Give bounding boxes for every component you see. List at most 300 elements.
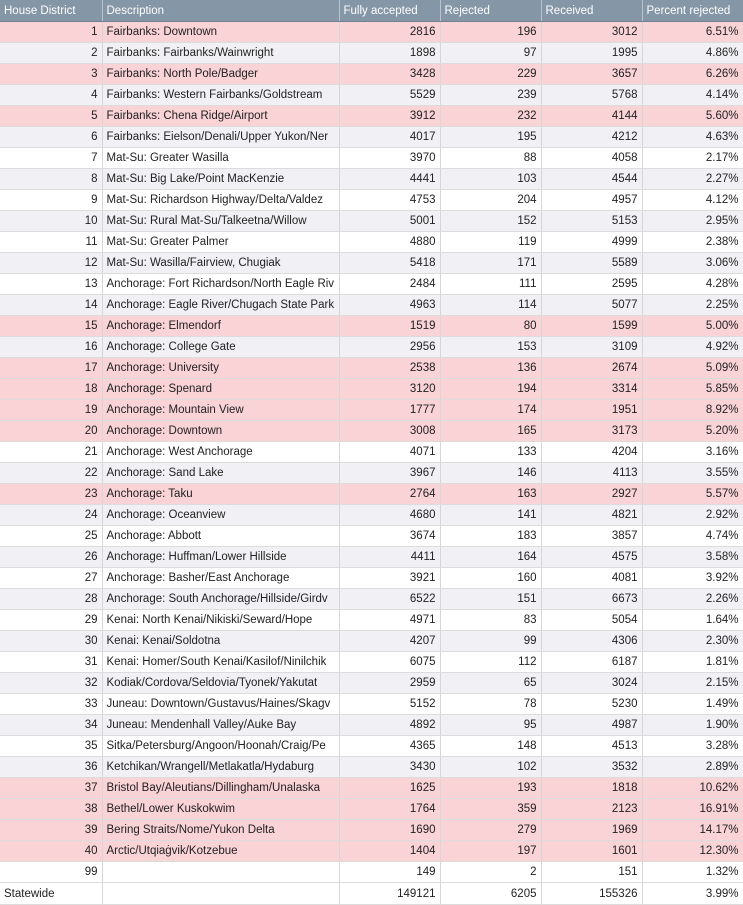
cell-percent: 12.30% (642, 841, 743, 862)
cell-district: 3 (0, 64, 102, 85)
table-footer (0, 883, 743, 905)
cell-rejected: 95 (440, 715, 541, 736)
cell-rejected: 193 (440, 778, 541, 799)
table-row[interactable] (0, 337, 743, 358)
table-row[interactable] (0, 379, 743, 400)
table-row[interactable] (0, 190, 743, 211)
cell-district: 7 (0, 148, 102, 169)
cell-rejected: 279 (440, 820, 541, 841)
cell-description: Kodiak/Cordova/Seldovia/Tyonek/Yakutat (102, 673, 339, 694)
table-row[interactable] (0, 862, 743, 883)
table-row[interactable] (0, 799, 743, 820)
cell-received: 2595 (541, 274, 642, 295)
cell-percent: 4.86% (642, 43, 743, 64)
table-row[interactable] (0, 253, 743, 274)
cell-received: 4113 (541, 463, 642, 484)
cell-rejected: 112 (440, 652, 541, 673)
cell-district: 22 (0, 463, 102, 484)
cell-received: 3657 (541, 64, 642, 85)
cell-received: 4575 (541, 547, 642, 568)
cell-rejected: 174 (440, 400, 541, 421)
table-body (0, 22, 743, 883)
cell-percent: 5.57% (642, 484, 743, 505)
table-row[interactable] (0, 43, 743, 64)
cell-description: Anchorage: Elmendorf (102, 316, 339, 337)
cell-received: 4212 (541, 127, 642, 148)
cell-received: 4957 (541, 190, 642, 211)
table-row[interactable] (0, 589, 743, 610)
cell-description: Juneau: Mendenhall Valley/Auke Bay (102, 715, 339, 736)
cell-rejected: 171 (440, 253, 541, 274)
cell-description: Mat-Su: Greater Wasilla (102, 148, 339, 169)
cell-rejected: 83 (440, 610, 541, 631)
cell-percent: 3.92% (642, 568, 743, 589)
cell-district: 6 (0, 127, 102, 148)
cell-percent: 10.62% (642, 778, 743, 799)
table-row[interactable] (0, 736, 743, 757)
cell-district: 33 (0, 694, 102, 715)
cell-description: Anchorage: Eagle River/Chugach State Park (102, 295, 339, 316)
cell-percent: 2.38% (642, 232, 743, 253)
cell-description: Anchorage: Huffman/Lower Hillside (102, 547, 339, 568)
cell-district: 99 (0, 862, 102, 883)
cell-accepted: 1625 (339, 778, 440, 799)
cell-rejected: 163 (440, 484, 541, 505)
cell-district: 13 (0, 274, 102, 295)
cell-rejected: 239 (440, 85, 541, 106)
cell-accepted: 1898 (339, 43, 440, 64)
cell-accepted: 149 (339, 862, 440, 883)
cell-district: 34 (0, 715, 102, 736)
total-label: Statewide (0, 883, 102, 905)
table-row[interactable] (0, 442, 743, 463)
cell-percent: 2.27% (642, 169, 743, 190)
cell-accepted: 2484 (339, 274, 440, 295)
cell-percent: 1.64% (642, 610, 743, 631)
cell-description: Fairbanks: Downtown (102, 22, 339, 43)
cell-district: 15 (0, 316, 102, 337)
cell-accepted: 2816 (339, 22, 440, 43)
cell-district: 20 (0, 421, 102, 442)
table-row[interactable] (0, 757, 743, 778)
cell-rejected: 204 (440, 190, 541, 211)
cell-district: 25 (0, 526, 102, 547)
cell-rejected: 111 (440, 274, 541, 295)
cell-district: 24 (0, 505, 102, 526)
cell-accepted: 1777 (339, 400, 440, 421)
cell-rejected: 229 (440, 64, 541, 85)
cell-rejected: 119 (440, 232, 541, 253)
cell-rejected: 151 (440, 589, 541, 610)
cell-accepted: 3430 (339, 757, 440, 778)
cell-district: 4 (0, 85, 102, 106)
cell-percent: 4.74% (642, 526, 743, 547)
cell-accepted: 5152 (339, 694, 440, 715)
cell-rejected: 164 (440, 547, 541, 568)
cell-rejected: 197 (440, 841, 541, 862)
cell-rejected: 165 (440, 421, 541, 442)
cell-description: Fairbanks: Fairbanks/Wainwright (102, 43, 339, 64)
cell-description: Anchorage: West Anchorage (102, 442, 339, 463)
cell-accepted: 1404 (339, 841, 440, 862)
table-row[interactable] (0, 652, 743, 673)
cell-accepted: 4963 (339, 295, 440, 316)
cell-district: 11 (0, 232, 102, 253)
cell-rejected: 148 (440, 736, 541, 757)
total-percent: 3.99% (642, 883, 743, 905)
cell-received: 5589 (541, 253, 642, 274)
cell-rejected: 88 (440, 148, 541, 169)
cell-accepted: 1519 (339, 316, 440, 337)
cell-description: Sitka/Petersburg/Angoon/Hoonah/Craig/Pe (102, 736, 339, 757)
cell-percent: 2.30% (642, 631, 743, 652)
cell-rejected: 2 (440, 862, 541, 883)
cell-received: 4058 (541, 148, 642, 169)
cell-accepted: 4411 (339, 547, 440, 568)
table-row[interactable] (0, 148, 743, 169)
cell-rejected: 65 (440, 673, 541, 694)
cell-accepted: 3912 (339, 106, 440, 127)
cell-district: 23 (0, 484, 102, 505)
cell-percent: 1.32% (642, 862, 743, 883)
cell-district: 36 (0, 757, 102, 778)
cell-description: Fairbanks: Chena Ridge/Airport (102, 106, 339, 127)
cell-rejected: 133 (440, 442, 541, 463)
cell-district: 2 (0, 43, 102, 64)
cell-description: Anchorage: Spenard (102, 379, 339, 400)
cell-description: Bristol Bay/Aleutians/Dillingham/Unalaska (102, 778, 339, 799)
table-row[interactable] (0, 358, 743, 379)
table-row[interactable] (0, 778, 743, 799)
cell-percent: 4.63% (642, 127, 743, 148)
table-row[interactable] (0, 484, 743, 505)
cell-percent: 3.16% (642, 442, 743, 463)
cell-district: 26 (0, 547, 102, 568)
cell-percent: 6.51% (642, 22, 743, 43)
cell-description (102, 862, 339, 883)
cell-rejected: 359 (440, 799, 541, 820)
cell-rejected: 160 (440, 568, 541, 589)
table-row[interactable] (0, 106, 743, 127)
cell-description: Mat-Su: Big Lake/Point MacKenzie (102, 169, 339, 190)
cell-district: 37 (0, 778, 102, 799)
cell-rejected: 136 (440, 358, 541, 379)
table-row[interactable] (0, 400, 743, 421)
cell-accepted: 2956 (339, 337, 440, 358)
table-row[interactable] (0, 694, 743, 715)
table-row[interactable] (0, 568, 743, 589)
cell-received: 151 (541, 862, 642, 883)
cell-description: Fairbanks: Eielson/Denali/Upper Yukon/Ner (102, 127, 339, 148)
table-row[interactable] (0, 274, 743, 295)
cell-accepted: 4071 (339, 442, 440, 463)
cell-received: 3314 (541, 379, 642, 400)
cell-description: Juneau: Downtown/Gustavus/Haines/Skagv (102, 694, 339, 715)
total-description (102, 883, 339, 905)
cell-district: 12 (0, 253, 102, 274)
cell-accepted: 3970 (339, 148, 440, 169)
cell-description: Bering Straits/Nome/Yukon Delta (102, 820, 339, 841)
cell-district: 27 (0, 568, 102, 589)
table-row[interactable] (0, 316, 743, 337)
cell-rejected: 141 (440, 505, 541, 526)
total-rejected: 6205 (440, 883, 541, 905)
cell-received: 4144 (541, 106, 642, 127)
cell-description: Anchorage: Sand Lake (102, 463, 339, 484)
table-row[interactable] (0, 505, 743, 526)
cell-description: Kenai: North Kenai/Nikiski/Seward/Hope (102, 610, 339, 631)
cell-received: 2674 (541, 358, 642, 379)
cell-description: Fairbanks: North Pole/Badger (102, 64, 339, 85)
cell-percent: 16.91% (642, 799, 743, 820)
cell-district: 39 (0, 820, 102, 841)
cell-percent: 1.81% (642, 652, 743, 673)
cell-rejected: 153 (440, 337, 541, 358)
cell-received: 1818 (541, 778, 642, 799)
cell-accepted: 4971 (339, 610, 440, 631)
header-fully-accepted[interactable]: Fully accepted (339, 0, 440, 22)
cell-accepted: 3674 (339, 526, 440, 547)
table-row[interactable] (0, 85, 743, 106)
table-row[interactable] (0, 64, 743, 85)
header-house-district[interactable]: House District (0, 0, 102, 22)
cell-district: 17 (0, 358, 102, 379)
cell-accepted: 5001 (339, 211, 440, 232)
cell-accepted: 2538 (339, 358, 440, 379)
table-row[interactable] (0, 127, 743, 148)
cell-percent: 5.20% (642, 421, 743, 442)
cell-received: 4081 (541, 568, 642, 589)
cell-accepted: 4680 (339, 505, 440, 526)
cell-percent: 5.09% (642, 358, 743, 379)
table-row[interactable] (0, 610, 743, 631)
cell-received: 5768 (541, 85, 642, 106)
cell-accepted: 2764 (339, 484, 440, 505)
table-row[interactable] (0, 526, 743, 547)
cell-district: 1 (0, 22, 102, 43)
cell-rejected: 99 (440, 631, 541, 652)
cell-received: 5230 (541, 694, 642, 715)
cell-description: Anchorage: Basher/East Anchorage (102, 568, 339, 589)
cell-district: 9 (0, 190, 102, 211)
cell-accepted: 5529 (339, 85, 440, 106)
cell-district: 8 (0, 169, 102, 190)
cell-description: Anchorage: Fort Richardson/North Eagle Riv (102, 274, 339, 295)
cell-rejected: 183 (440, 526, 541, 547)
cell-received: 4987 (541, 715, 642, 736)
cell-received: 2123 (541, 799, 642, 820)
cell-percent: 3.55% (642, 463, 743, 484)
cell-received: 4544 (541, 169, 642, 190)
cell-received: 5077 (541, 295, 642, 316)
cell-district: 10 (0, 211, 102, 232)
cell-received: 4306 (541, 631, 642, 652)
cell-accepted: 3120 (339, 379, 440, 400)
cell-district: 18 (0, 379, 102, 400)
header-rejected[interactable]: Rejected (440, 0, 541, 22)
cell-description: Mat-Su: Greater Palmer (102, 232, 339, 253)
header-row (0, 0, 743, 22)
cell-description: Anchorage: Downtown (102, 421, 339, 442)
cell-district: 31 (0, 652, 102, 673)
cell-accepted: 1690 (339, 820, 440, 841)
table-row[interactable] (0, 715, 743, 736)
cell-description: Anchorage: Oceanview (102, 505, 339, 526)
cell-accepted: 4880 (339, 232, 440, 253)
cell-percent: 2.17% (642, 148, 743, 169)
cell-percent: 3.58% (642, 547, 743, 568)
cell-received: 3532 (541, 757, 642, 778)
cell-rejected: 102 (440, 757, 541, 778)
cell-percent: 2.95% (642, 211, 743, 232)
cell-received: 3109 (541, 337, 642, 358)
table-header (0, 0, 743, 22)
cell-received: 4513 (541, 736, 642, 757)
cell-percent: 4.12% (642, 190, 743, 211)
header-percent-rejected[interactable]: Percent rejected (642, 0, 743, 22)
cell-percent: 6.26% (642, 64, 743, 85)
cell-description: Ketchikan/Wrangell/Metlakatla/Hydaburg (102, 757, 339, 778)
cell-percent: 4.92% (642, 337, 743, 358)
table-row[interactable] (0, 463, 743, 484)
cell-received: 3173 (541, 421, 642, 442)
table-row[interactable] (0, 421, 743, 442)
cell-received: 3024 (541, 673, 642, 694)
cell-description: Anchorage: Taku (102, 484, 339, 505)
cell-percent: 1.90% (642, 715, 743, 736)
header-received[interactable]: Received (541, 0, 642, 22)
cell-accepted: 4017 (339, 127, 440, 148)
cell-district: 29 (0, 610, 102, 631)
cell-accepted: 4892 (339, 715, 440, 736)
cell-percent: 2.89% (642, 757, 743, 778)
cell-district: 28 (0, 589, 102, 610)
table-row[interactable] (0, 820, 743, 841)
cell-description: Kenai: Homer/South Kenai/Kasilof/Ninilchik (102, 652, 339, 673)
cell-accepted: 4441 (339, 169, 440, 190)
cell-received: 3857 (541, 526, 642, 547)
cell-rejected: 194 (440, 379, 541, 400)
cell-received: 6673 (541, 589, 642, 610)
cell-district: 32 (0, 673, 102, 694)
table-row[interactable] (0, 547, 743, 568)
cell-received: 6187 (541, 652, 642, 673)
cell-received: 1951 (541, 400, 642, 421)
cell-rejected: 195 (440, 127, 541, 148)
cell-accepted: 5418 (339, 253, 440, 274)
cell-received: 1969 (541, 820, 642, 841)
cell-percent: 5.85% (642, 379, 743, 400)
cell-rejected: 146 (440, 463, 541, 484)
cell-rejected: 232 (440, 106, 541, 127)
cell-accepted: 4365 (339, 736, 440, 757)
table-row[interactable] (0, 22, 743, 43)
cell-percent: 2.92% (642, 505, 743, 526)
cell-percent: 3.06% (642, 253, 743, 274)
cell-percent: 4.28% (642, 274, 743, 295)
cell-received: 1995 (541, 43, 642, 64)
cell-accepted: 4207 (339, 631, 440, 652)
header-description[interactable]: Description (102, 0, 339, 22)
cell-description: Anchorage: College Gate (102, 337, 339, 358)
cell-description: Anchorage: Mountain View (102, 400, 339, 421)
cell-percent: 3.28% (642, 736, 743, 757)
total-received: 155326 (541, 883, 642, 905)
cell-district: 30 (0, 631, 102, 652)
cell-percent: 5.00% (642, 316, 743, 337)
cell-accepted: 6522 (339, 589, 440, 610)
cell-district: 16 (0, 337, 102, 358)
cell-percent: 1.49% (642, 694, 743, 715)
cell-district: 35 (0, 736, 102, 757)
cell-rejected: 78 (440, 694, 541, 715)
cell-rejected: 196 (440, 22, 541, 43)
cell-received: 5054 (541, 610, 642, 631)
cell-description: Bethel/Lower Kuskokwim (102, 799, 339, 820)
cell-rejected: 114 (440, 295, 541, 316)
cell-district: 21 (0, 442, 102, 463)
cell-district: 19 (0, 400, 102, 421)
cell-description: Anchorage: University (102, 358, 339, 379)
cell-accepted: 3428 (339, 64, 440, 85)
cell-accepted: 6075 (339, 652, 440, 673)
cell-rejected: 152 (440, 211, 541, 232)
cell-description: Fairbanks: Western Fairbanks/Goldstream (102, 85, 339, 106)
table-row[interactable] (0, 673, 743, 694)
cell-description: Mat-Su: Wasilla/Fairview, Chugiak (102, 253, 339, 274)
cell-received: 4204 (541, 442, 642, 463)
cell-description: Anchorage: Abbott (102, 526, 339, 547)
cell-description: Anchorage: South Anchorage/Hillside/Girdv (102, 589, 339, 610)
cell-accepted: 3921 (339, 568, 440, 589)
total-accepted: 149121 (339, 883, 440, 905)
cell-rejected: 80 (440, 316, 541, 337)
cell-district: 5 (0, 106, 102, 127)
cell-percent: 8.92% (642, 400, 743, 421)
cell-description: Mat-Su: Richardson Highway/Delta/Valdez (102, 190, 339, 211)
cell-accepted: 3967 (339, 463, 440, 484)
cell-received: 1599 (541, 316, 642, 337)
cell-accepted: 3008 (339, 421, 440, 442)
cell-received: 3012 (541, 22, 642, 43)
cell-rejected: 103 (440, 169, 541, 190)
table-row[interactable] (0, 841, 743, 862)
table-row[interactable] (0, 169, 743, 190)
cell-description: Arctic/Utqiaġvik/Kotzebue (102, 841, 339, 862)
cell-received: 1601 (541, 841, 642, 862)
cell-accepted: 1764 (339, 799, 440, 820)
table-row[interactable] (0, 211, 743, 232)
cell-received: 2927 (541, 484, 642, 505)
cell-district: 38 (0, 799, 102, 820)
cell-description: Kenai: Kenai/Soldotna (102, 631, 339, 652)
cell-district: 40 (0, 841, 102, 862)
cell-accepted: 4753 (339, 190, 440, 211)
cell-percent: 14.17% (642, 820, 743, 841)
cell-received: 4821 (541, 505, 642, 526)
cell-accepted: 2959 (339, 673, 440, 694)
table-row[interactable] (0, 295, 743, 316)
statewide-total-row[interactable] (0, 883, 743, 905)
cell-percent: 4.14% (642, 85, 743, 106)
cell-percent: 5.60% (642, 106, 743, 127)
cell-percent: 2.15% (642, 673, 743, 694)
table-row[interactable] (0, 232, 743, 253)
cell-description: Mat-Su: Rural Mat-Su/Talkeetna/Willow (102, 211, 339, 232)
table-row[interactable] (0, 631, 743, 652)
cell-rejected: 97 (440, 43, 541, 64)
cell-received: 5153 (541, 211, 642, 232)
